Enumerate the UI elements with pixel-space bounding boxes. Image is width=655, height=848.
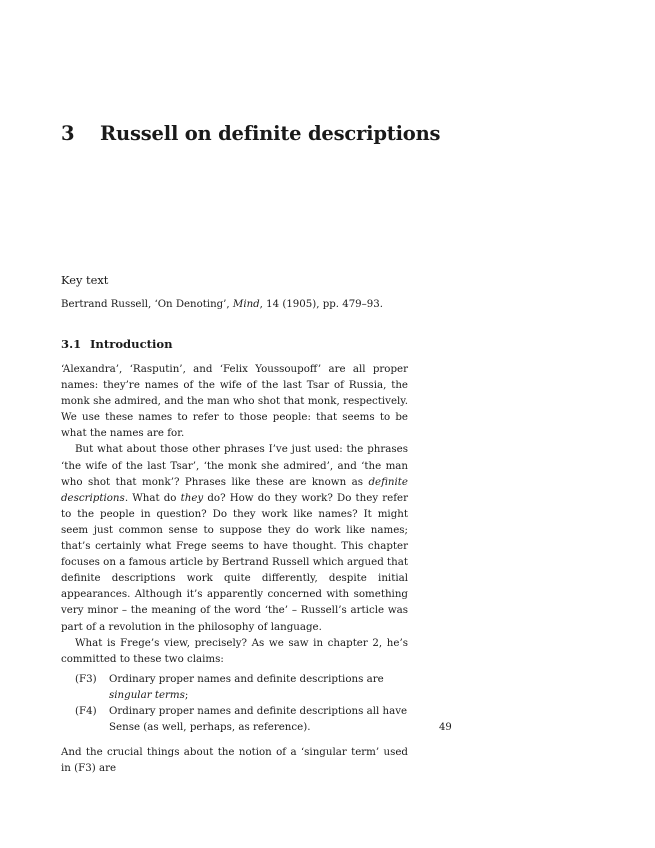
claim-text: Ordinary proper names and definite descriptions are xyxy=(109,672,384,685)
chapter-title-text: Russell on definite descriptions xyxy=(100,122,441,145)
paragraph-2 xyxy=(61,441,408,634)
claim-emphasis: singular terms xyxy=(109,688,185,701)
claim-f3 xyxy=(75,671,408,703)
p2-part-b: . What do xyxy=(124,491,181,504)
claim-f4 xyxy=(75,703,408,735)
p2-part-a: But what about those other phrases I’ve just used: the phrases ‘the wife of the last Tsar’, ‘the monk she admired’, and ‘the man who shot that monk’? Phrases like these are known as xyxy=(61,443,408,488)
ref-suffix: , 14 (1905), pp. 479–93. xyxy=(259,299,383,310)
p2-emphasis-2: they xyxy=(180,491,204,504)
key-text-reference xyxy=(61,299,383,310)
page-number: 49 xyxy=(439,722,452,733)
paragraph-4: And the crucial things about the notion of a ‘singular term’ used in (F3) are xyxy=(61,746,408,775)
claim-tail: ; xyxy=(184,688,189,701)
key-text-heading: Key text xyxy=(61,273,109,287)
section-heading xyxy=(61,337,173,351)
section-title: Introduction xyxy=(90,337,173,351)
ref-journal: Mind xyxy=(232,299,260,310)
claim-text: Ordinary proper names and definite descriptions all have Sense (as well, perhaps, as reference). xyxy=(109,704,408,734)
claim-label: (F4) xyxy=(75,704,97,717)
ref-prefix: Bertrand Russell, ‘On Denoting’, xyxy=(61,299,233,310)
p2-emphasis-1: definite descriptions xyxy=(61,475,408,504)
p2-part-c: do? How do they work? Do they refer to the people in question? Do they work like names? It might seem just common sense to suppose they do work like names; that’s certainly what Frege seems to have thought. This chapter focuses on a famous article by Bertrand Russell which argued that definite descriptions work quite differently, despite initial appearances. Although it’s apparently concerned with something very minor – the meaning of the word ‘the’ – Russell’s article was part of a revolution in the philosophy of language. xyxy=(61,491,408,633)
claims-list xyxy=(61,671,408,735)
claim-label: (F3) xyxy=(75,672,97,685)
section-number: 3.1 xyxy=(61,337,82,351)
paragraph-1: ‘Alexandra’, ‘Rasputin’, and ‘Felix Youssoupoff’ are all proper names: they’re names of the wife of the last Tsar of Russia, the monk she admired, and the man who shot that monk, respectively. We use these names to refer to those people: that seems to be what the names are for. xyxy=(61,363,408,440)
paragraph-3: What is Frege’s view, precisely? As we saw in chapter 2, he’s committed to these two claims: xyxy=(61,636,408,665)
chapter-title xyxy=(61,122,440,145)
chapter-number: 3 xyxy=(61,122,75,145)
body-text xyxy=(61,361,408,776)
